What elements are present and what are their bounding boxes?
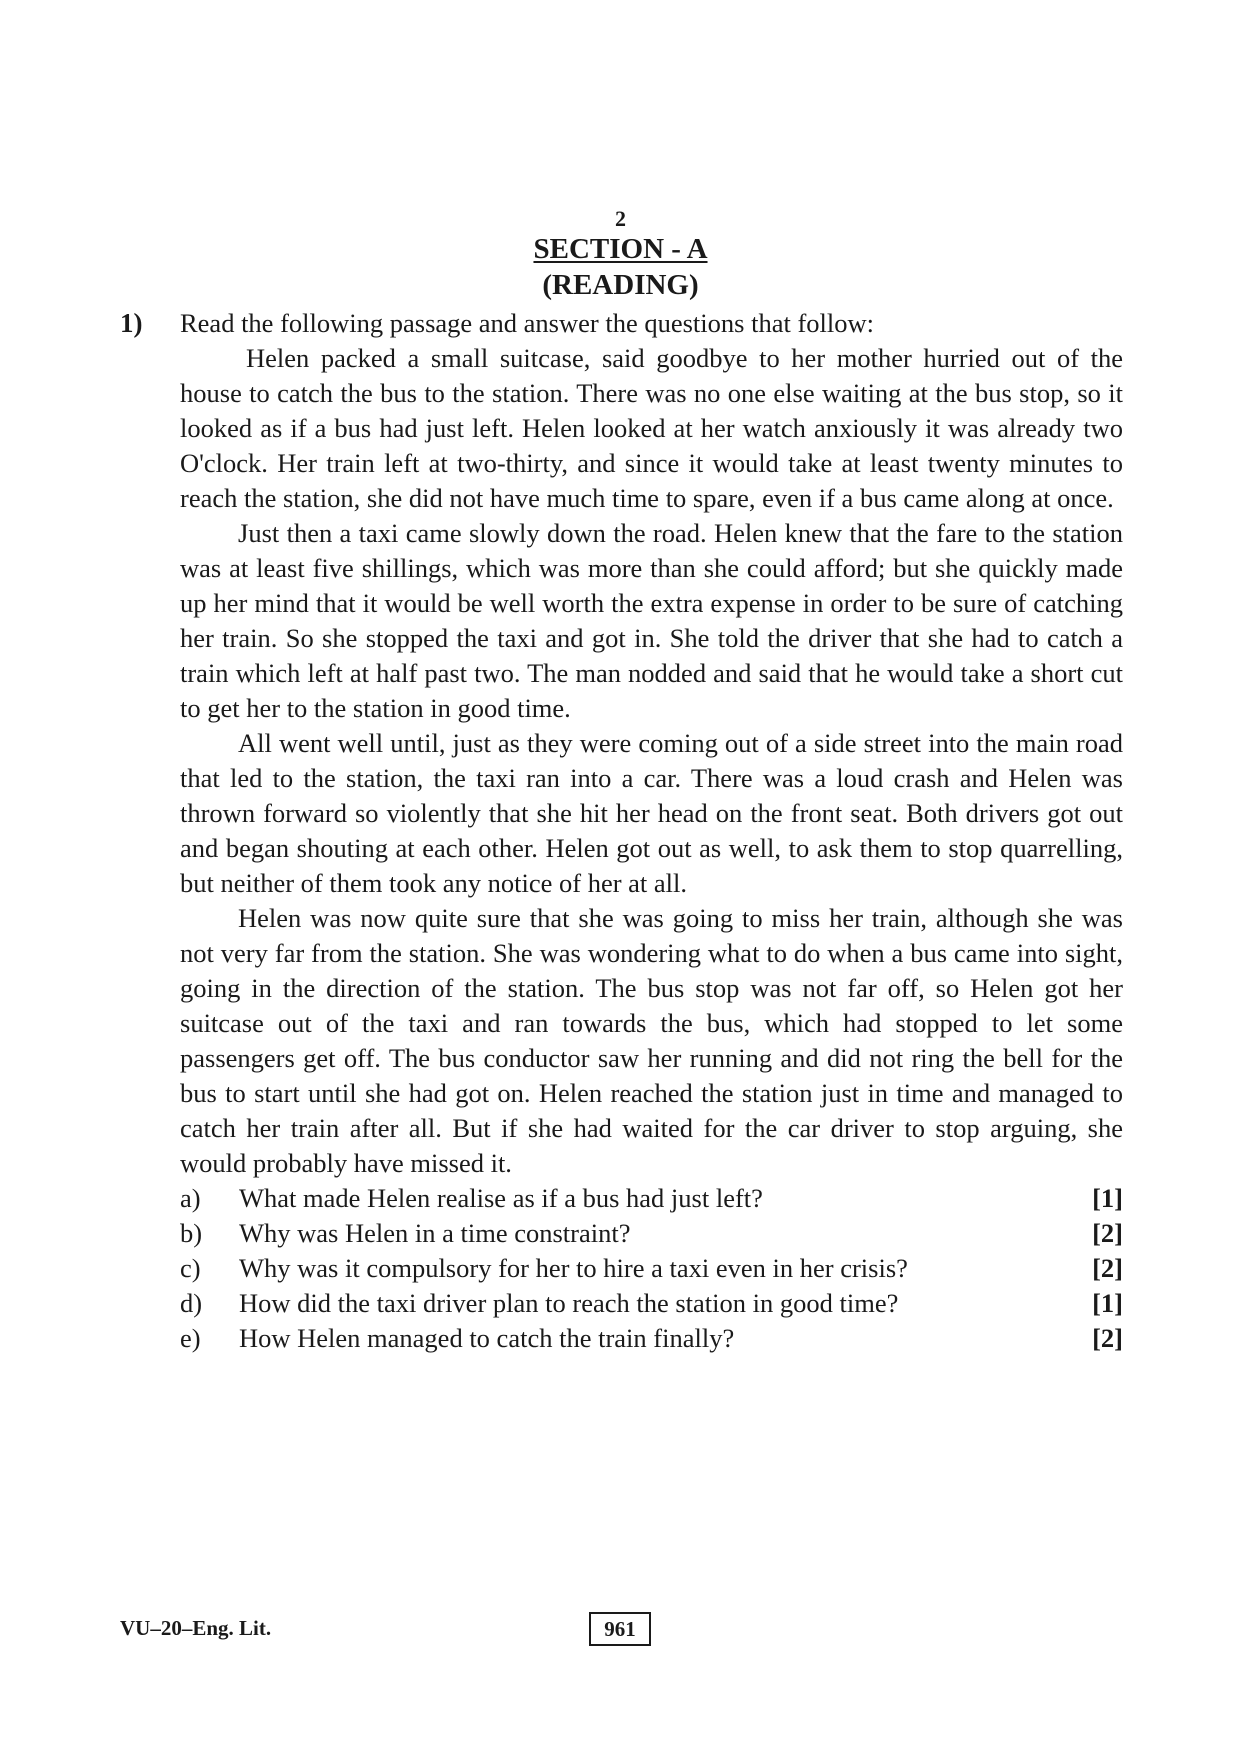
sub-question-marks: [2]: [1092, 1218, 1123, 1248]
sub-question-list: [180, 1181, 1123, 1356]
footer-page-box: 961: [589, 1612, 651, 1646]
passage-paragraph: Helen was now quite sure that she was going to miss her train, although she was not very far from the station. She was wondering what to do when a bus came into sight, going in the direction of the station. The bus stop was not far off, so Helen got her suitcase out of the taxi and ran towards the bus, which had stopped to let some passengers get off. The bus conductor saw her running and did not ring the bell for the bus to start until she had got on. Helen reached the station just in time and managed to catch her train after all. But if she had waited for the car driver to stop arguing, she would probably have missed it.: [180, 903, 1123, 1178]
passage-paragraph: All went well until, just as they were coming out of a side street into the main road that led to the station, the taxi ran into a car. There was a loud crash and Helen was thrown forward so violently that she hit her head on the front seat. Both drivers got out and began shouting at each other. Helen got out as well, to ask them to stop quarrelling, but neither of them took any notice of her at all.: [180, 728, 1123, 898]
passage-paragraph: Helen packed a small suitcase, said goodbye to her mother hurried out of the house to catch the bus to the station. There was no one else waiting at the bus stop, so it looked as if a bus had just left. Helen looked at her watch anxiously it was already two O'clock. Her train left at two-thirty, and since it would take at least twenty minutes to reach the station, she did not have much time to spare, even if a bus came along at once.: [180, 343, 1123, 513]
section-subtitle: (READING): [542, 269, 699, 301]
question-instruction: Read the following passage and answer the questions that follow:: [180, 308, 874, 338]
question-content: [180, 306, 1123, 1356]
sub-question-letter: d): [180, 1288, 203, 1318]
sub-question-letter: b): [180, 1218, 203, 1248]
sub-question-text: How did the taxi driver plan to reach the station in good time?: [239, 1288, 899, 1318]
sub-question-marks: [2]: [1092, 1253, 1123, 1283]
passage-paragraph: Just then a taxi came slowly down the road. Helen knew that the fare to the station was at least five shillings, which was more than she could afford; but she quickly made up her mind that it would be well worth the extra expense in order to be sure of catching her train. So she stopped the taxi and got in. She told the driver that she had to catch a train which left at half past two. The man nodded and said that he would take a short cut to get her to the station in good time.: [180, 518, 1123, 723]
footer-code: VU–20–Eng. Lit.: [120, 1616, 272, 1640]
sub-question-text: How Helen managed to catch the train finally?: [239, 1323, 735, 1353]
sub-question-marks: [1]: [1092, 1288, 1123, 1318]
sub-question: [180, 1321, 1123, 1356]
sub-question-text: Why was Helen in a time constraint?: [239, 1218, 631, 1248]
question-number: 1): [120, 308, 143, 338]
page-number: 2: [615, 206, 626, 231]
sub-question: [180, 1251, 1123, 1286]
sub-question: [180, 1216, 1123, 1251]
sub-question-text: What made Helen realise as if a bus had just left?: [239, 1183, 763, 1213]
sub-question-marks: [1]: [1092, 1183, 1123, 1213]
sub-question-text: Why was it compulsory for her to hire a taxi even in her crisis?: [239, 1253, 908, 1283]
sub-question: [180, 1286, 1123, 1321]
sub-question-marks: [2]: [1092, 1323, 1123, 1353]
sub-question-letter: c): [180, 1253, 201, 1283]
sub-question: [180, 1181, 1123, 1216]
sub-question-letter: a): [180, 1183, 201, 1213]
sub-question-letter: e): [180, 1323, 201, 1353]
section-title: SECTION - A: [533, 233, 708, 265]
